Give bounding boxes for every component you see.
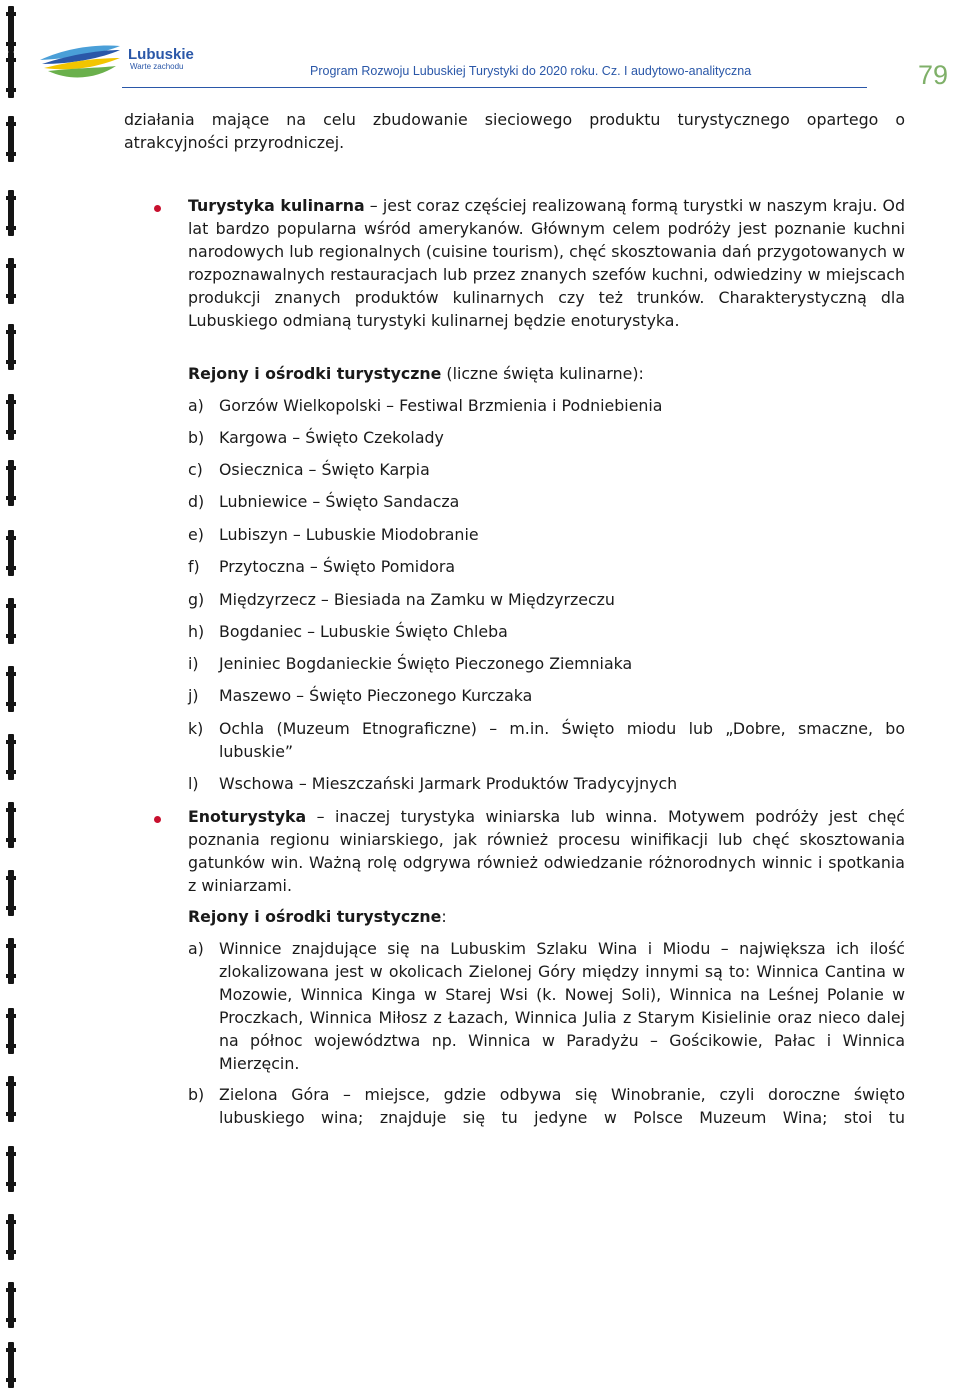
list-item-text: Gorzów Wielkopolski – Festiwal Brzmienia i Podniebienia	[219, 396, 663, 415]
regions-heading-colon: :	[441, 907, 447, 926]
list-item	[188, 1083, 905, 1129]
binding-mark	[8, 1076, 14, 1122]
wine-regions-heading	[188, 905, 447, 928]
binding-mark	[8, 938, 14, 984]
list-item-label: g)	[188, 590, 205, 609]
binding-mark	[8, 530, 14, 576]
list-item-text: Kargowa – Święto Czekolady	[219, 428, 444, 447]
wine-term: Enoturystyka	[188, 807, 307, 826]
list-item	[188, 555, 905, 578]
list-item-label: e)	[188, 525, 204, 544]
binding-mark	[8, 258, 14, 304]
list-item-label: b)	[188, 428, 205, 447]
list-item-label: b)	[188, 1085, 205, 1104]
binding-mark	[8, 734, 14, 780]
list-item-text: Osiecznica – Święto Karpia	[219, 460, 430, 479]
culinary-regions-heading	[188, 362, 644, 385]
list-item-label: a)	[188, 396, 204, 415]
binding-mark	[8, 666, 14, 712]
regions-heading-note: (liczne święta kulinarne):	[441, 364, 644, 383]
list-item-text: Maszewo – Święto Pieczonego Kurczaka	[219, 686, 533, 705]
binding-mark	[8, 598, 14, 644]
list-item	[188, 620, 905, 643]
list-item-label: f)	[188, 557, 200, 576]
culinary-text: – jest coraz częściej realizowaną formą turystki w naszym kraju. Od lat bardzo popularna wśród amerykanów. Głównym celem podróży jest poznanie kuchni narodowych lub regionalnych (cuisine tourism), chęć skosztowania dań przygotowanych w rozpoznawalnych restauracjach lub przez znanych szefów kuchni, odwiedziny w miejscach produkcji znanych produktów kulinarnych czy też trunków. Charakterystyczną dla Lubuskiego odmianą turystyki kulinarnej będzie enoturystyka.	[188, 196, 905, 330]
list-item-text: Jeniniec Bogdanieckie Święto Pieczonego Ziemniaka	[219, 654, 633, 673]
binding-mark	[8, 394, 14, 440]
wine-text: – inaczej turystyka winiarska lub winna. Motywem podróży jest chęć poznania regionu winiarskiego, jak również procesu winifikacji lub chęć skosztowania gatunków win. Ważną rolę odgrywa również odwiedzanie różnorodnych winnic i spotkania z winiarzami.	[188, 807, 905, 895]
binding-mark	[8, 1214, 14, 1260]
binding-mark	[8, 1146, 14, 1192]
list-item	[188, 717, 905, 763]
list-item-label: i)	[188, 654, 199, 673]
list-item	[188, 588, 905, 611]
binding-mark	[8, 460, 14, 506]
list-item-text: Bogdaniec – Lubuskie Święto Chleba	[219, 622, 508, 641]
list-item-label: h)	[188, 622, 205, 641]
list-item-label: k)	[188, 719, 204, 738]
list-item-text: Międzyrzecz – Biesiada na Zamku w Międzyrzeczu	[219, 590, 615, 609]
bullet-icon	[154, 816, 161, 823]
binding-mark	[8, 1008, 14, 1054]
binding-strip	[0, 0, 22, 1392]
binding-mark	[8, 870, 14, 916]
binding-mark	[8, 1342, 14, 1388]
list-item-text: Ochla (Muzeum Etnograficzne) – m.in. Święto miodu lub „Dobre, smaczne, bo lubuskie”	[219, 719, 905, 761]
bullet-icon	[154, 205, 161, 212]
list-item	[188, 684, 905, 707]
regions-heading-bold: Rejony i ośrodki turystyczne	[188, 364, 442, 383]
list-item	[188, 458, 905, 481]
list-item	[188, 426, 905, 449]
logo-tagline: Warte zachodu	[130, 62, 184, 71]
regions-heading-bold: Rejony i ośrodki turystyczne	[188, 907, 442, 926]
logo-title: Lubuskie	[128, 46, 194, 63]
list-item-label: j)	[188, 686, 199, 705]
list-item-text: Lubniewice – Święto Sandacza	[219, 492, 460, 511]
list-item-text: Wschowa – Mieszczański Jarmark Produktów Tradycyjnych	[219, 774, 678, 793]
intro-paragraph: działania mające na celu zbudowanie sieciowego produktu turystycznego opartego o atrakcyjności przyrodniczej.	[124, 110, 905, 152]
list-item-text: Winnice znajdujące się na Lubuskim Szlaku Wina i Miodu – największa ich ilość zlokalizowana jest w okolicach Zielonej Góry między innymi są to: Winnica Cantina w Mozowie, Winnica Kinga w Starej Wsi (k. Nowej Soli), Winnica na Leśnej Polanie w Proczkach, Winnica Miłosz z Łazach, Winnica Julia z Starym Kisielinie oraz nieco dalej na północ województwa np. Winnica w Paradyżu – Gościkowie, Pałac i Winnica Mierzęcin.	[219, 939, 905, 1073]
list-item-label: d)	[188, 492, 205, 511]
binding-mark	[8, 1282, 14, 1328]
binding-mark	[8, 802, 14, 848]
list-item-text: Lubiszyn – Lubuskie Miodobranie	[219, 525, 479, 544]
binding-mark	[8, 190, 14, 236]
list-item-text: Zielona Góra – miejsce, gdzie odbywa się Winobranie, czyli doroczne święto lubuskiego wina; znajduje się tu jedyne w Polsce Muzeum Wina; stoi tu	[219, 1085, 905, 1127]
binding-mark	[8, 324, 14, 370]
list-item-label: a)	[188, 939, 204, 958]
page-number: 79	[918, 60, 949, 90]
list-item	[188, 937, 905, 1075]
culinary-term: Turystyka kulinarna	[188, 196, 365, 215]
page-header	[0, 0, 960, 100]
list-item-label: l)	[188, 774, 199, 793]
list-item	[188, 772, 905, 795]
wine-paragraph	[188, 805, 905, 897]
list-item	[188, 490, 905, 513]
list-item	[188, 394, 905, 417]
culinary-paragraph	[188, 194, 905, 332]
list-item	[188, 523, 905, 546]
list-item-label: c)	[188, 460, 203, 479]
document-title: Program Rozwoju Lubuskiej Turystyki do 2020 roku. Cz. I audytowo-analityczna	[310, 64, 752, 78]
binding-mark	[8, 116, 14, 162]
list-item	[188, 652, 905, 675]
list-item-text: Przytoczna – Święto Pomidora	[219, 557, 456, 576]
header-divider	[122, 87, 867, 88]
